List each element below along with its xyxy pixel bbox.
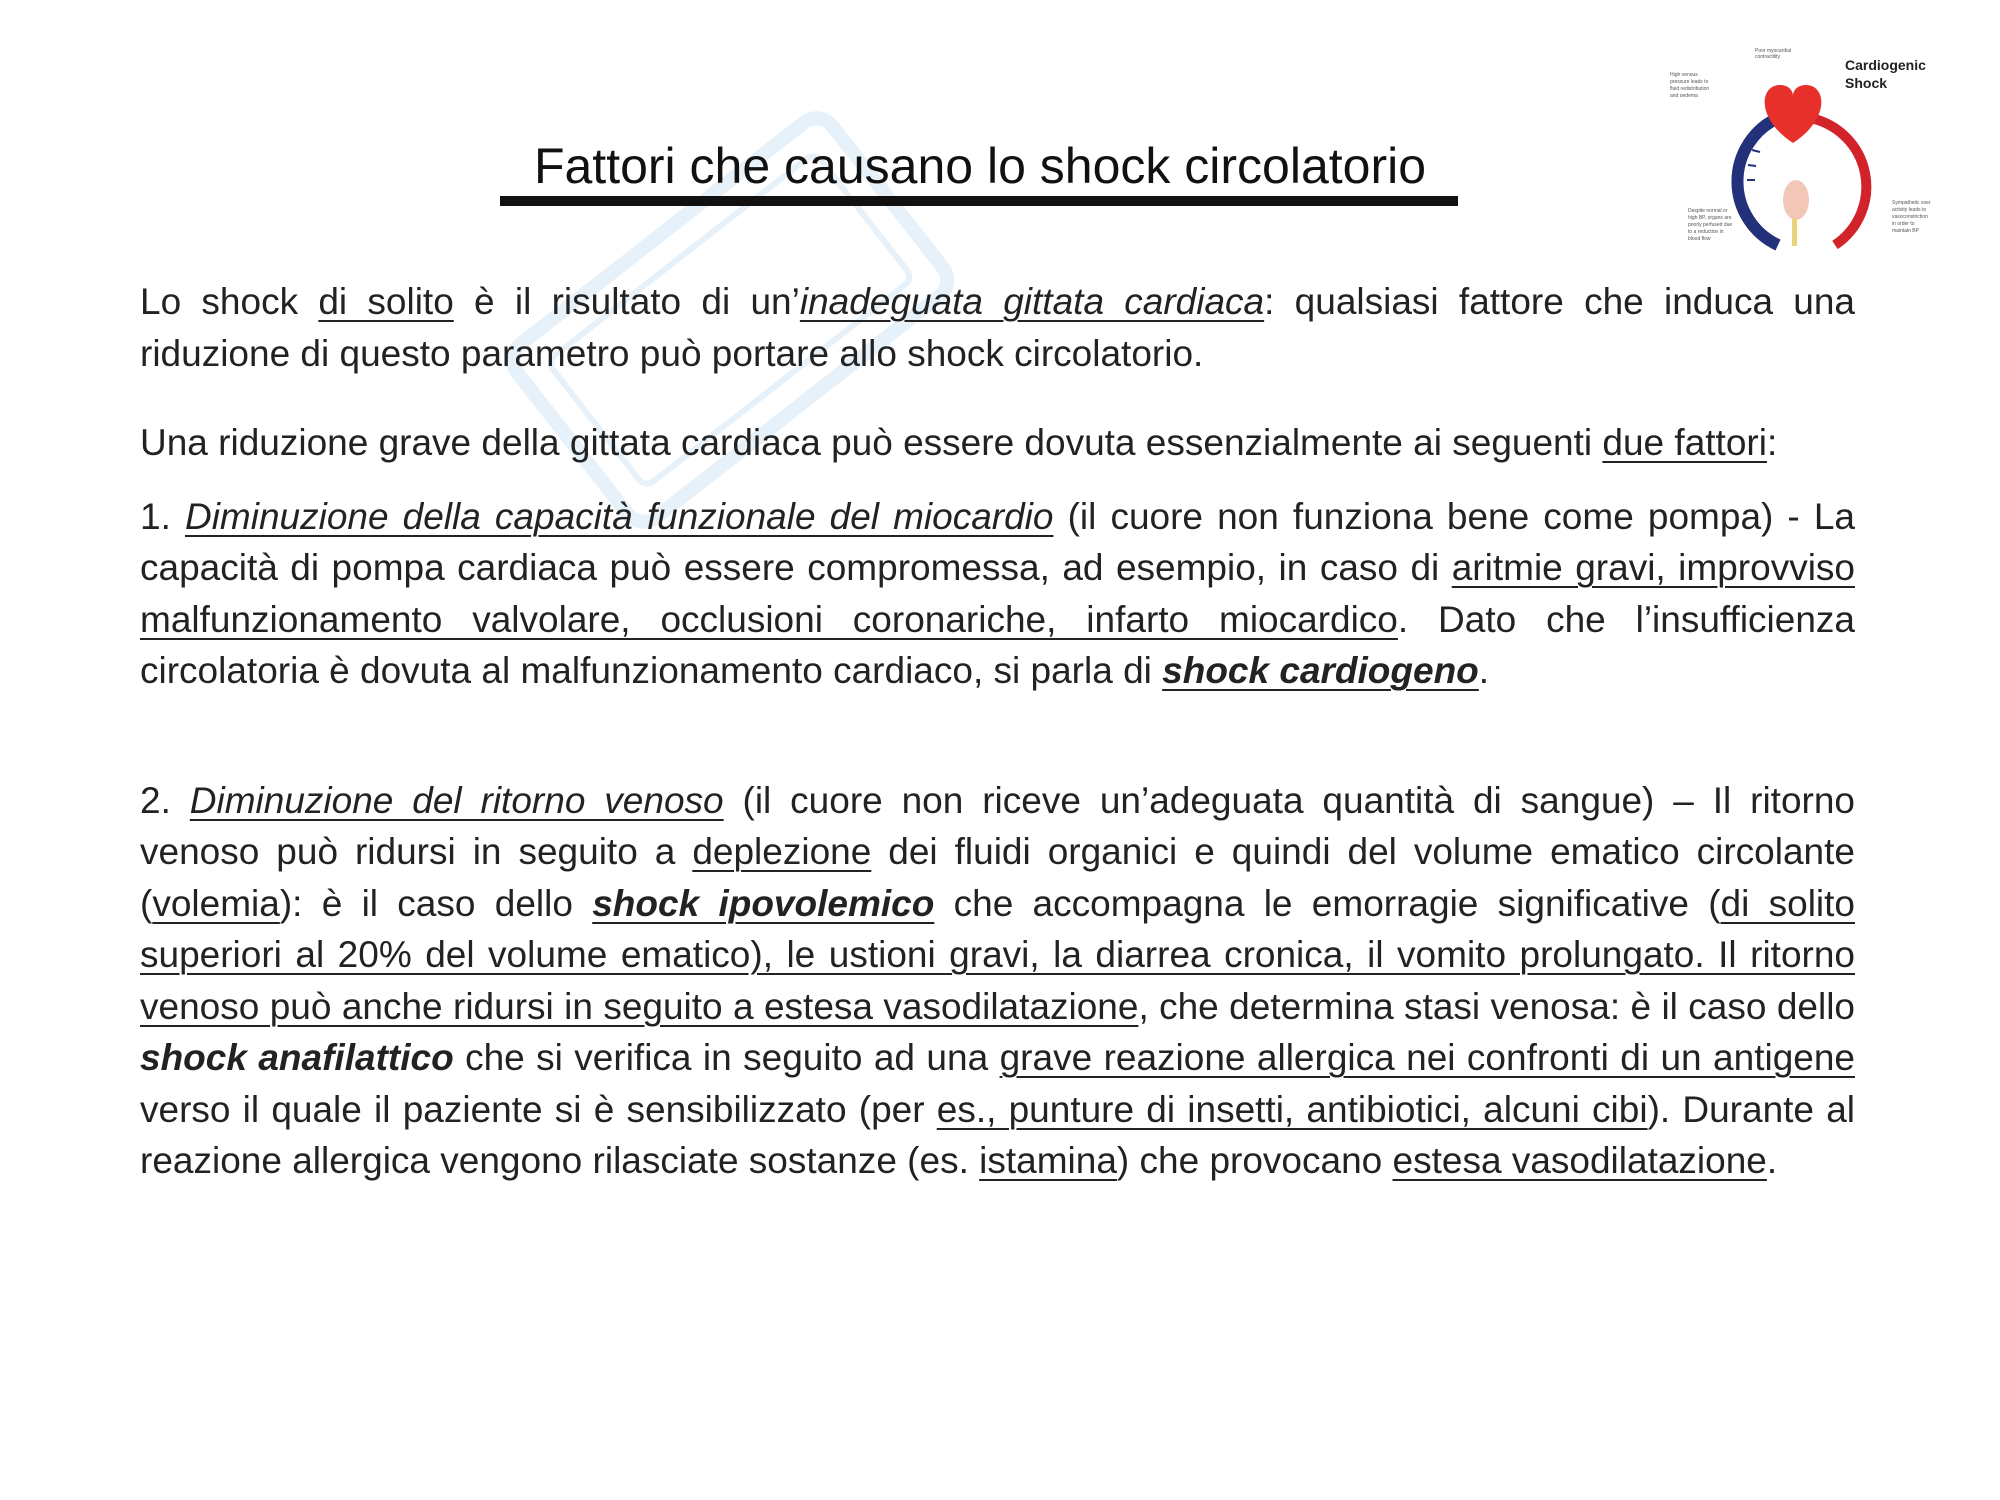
paragraph-factor-1 — [140, 491, 1855, 697]
caption-bl-5: blood flow — [1688, 236, 1711, 242]
keyword-shock-cardiogeno: shock cardiogeno — [1162, 650, 1479, 691]
text-run-underlined: istamina — [979, 1140, 1117, 1181]
text-run: . — [1478, 650, 1490, 691]
list-number: 1. — [140, 495, 185, 537]
caption-right-4: in order to — [1892, 221, 1915, 227]
text-run-underlined: aritmie gravi, improvviso malfunzionamento valvolare, occlusioni coronariche, infarto miocardico — [140, 547, 1855, 640]
text-run: . — [1766, 1140, 1778, 1181]
diagram-title-2: Shock — [1845, 75, 1888, 91]
text-run: , che determina stasi venosa: è il caso dello — [1138, 985, 1855, 1027]
text-run-underlined: volemia — [152, 882, 280, 924]
text-run: dei fluidi organici e quindi del volume ematico circolante ( — [140, 831, 1855, 924]
text-run: (il cuore non riceve un’adeguata quantità di sangue) – Il ritorno venoso può ridursi in seguito a — [140, 779, 1856, 872]
keyword-shock-ipovolemico: shock ipovolemico — [592, 882, 935, 924]
caption-top-1: Poor myocardial — [1755, 48, 1792, 54]
text-run: che si verifica in seguito ad una — [453, 1037, 1000, 1078]
text-run-emphasis: inadeguata gittata cardiaca — [799, 281, 1265, 322]
diagram-title-1: Cardiogenic — [1845, 57, 1926, 73]
document-body — [140, 276, 1855, 1187]
caption-left-2: pressure leads to — [1670, 79, 1709, 85]
kidney-icon — [1783, 180, 1809, 220]
text-run: Una riduzione grave della gittata cardiaca può essere dovuta essenzialmente ai seguenti — [140, 422, 1603, 463]
text-run: . Dato che l’insufficienza circolatoria è dovuta al malfunzionamento cardiaco, si parla di — [140, 598, 1855, 691]
caption-right-5: maintain BP — [1892, 228, 1919, 234]
caption-left-3: fluid redistribution — [1670, 86, 1710, 92]
text-run: : qualsiasi fattore che induca una riduzione di questo parametro può portare allo shock circolatorio. — [140, 281, 1856, 374]
text-run-emphasis: Diminuzione della capacità funzionale del miocardio — [184, 495, 1054, 537]
text-run: ) che provocano — [1116, 1140, 1393, 1181]
text-run: ). Durante al reazione allergica vengono rilasciate sostanze (es. — [140, 1088, 1855, 1181]
caption-bl-3: poorly perfused due — [1688, 222, 1733, 228]
caption-left-1: High venous — [1670, 72, 1698, 78]
text-run: è il risultato di un’ — [453, 281, 800, 322]
text-run: che accompagna le emorragie significative ( — [934, 882, 1721, 924]
text-run-emphasis: Diminuzione del ritorno venoso — [189, 779, 724, 821]
caption-top-2: contractility — [1755, 54, 1781, 60]
text-run-underlined: di solito superiori al 20% del volume ematico), le ustioni gravi, la diarrea cronica, il vomito prolungato. Il ritorno venoso può anche ridursi in seguito a estesa vasodilatazione — [140, 882, 1855, 1027]
caption-right-1: Sympathetic over — [1892, 200, 1931, 206]
text-run-underlined: due fattori — [1602, 422, 1767, 463]
text-run: ): è il caso dello — [279, 882, 593, 924]
text-run: Lo shock — [140, 281, 319, 322]
text-run-underlined: deplezione — [692, 831, 872, 872]
keyword-shock-anafilattico: shock anafilattico — [140, 1037, 454, 1078]
title-underline — [500, 196, 1458, 206]
text-run: verso il quale il paziente si è sensibilizzato (per — [140, 1088, 937, 1130]
caption-right-3: vasoconstriction — [1892, 214, 1928, 220]
text-run-underlined: es., punture di insetti, antibiotici, alcuni cibi — [936, 1088, 1648, 1130]
paragraph-intro — [140, 276, 1855, 379]
text-run: (il cuore non funziona bene come pompa) - La capacità di pompa cardiaca può essere compromessa, ad esempio, in caso di — [140, 495, 1856, 588]
text-run-underlined: di solito — [318, 281, 454, 322]
page-title: Fattori che causano lo shock circolatorio — [533, 138, 1427, 194]
caption-left-4: and oedema — [1670, 93, 1698, 99]
text-run-underlined: estesa vasodilatazione — [1392, 1140, 1767, 1181]
text-run-underlined: grave reazione allergica nei confronti di un antigene — [999, 1037, 1855, 1078]
caption-bl-1: Despite normal or — [1688, 208, 1728, 214]
paragraph-factors — [140, 417, 1855, 469]
cardiogenic-shock-diagram — [1660, 40, 1965, 265]
paragraph-factor-2 — [140, 775, 1855, 1187]
list-number: 2. — [140, 779, 190, 821]
caption-right-2: activity leads to — [1892, 207, 1927, 213]
text-run: : — [1766, 422, 1778, 463]
caption-bl-2: high BP, organs are — [1688, 215, 1732, 221]
caption-bl-4: to a reduction in — [1688, 229, 1724, 235]
